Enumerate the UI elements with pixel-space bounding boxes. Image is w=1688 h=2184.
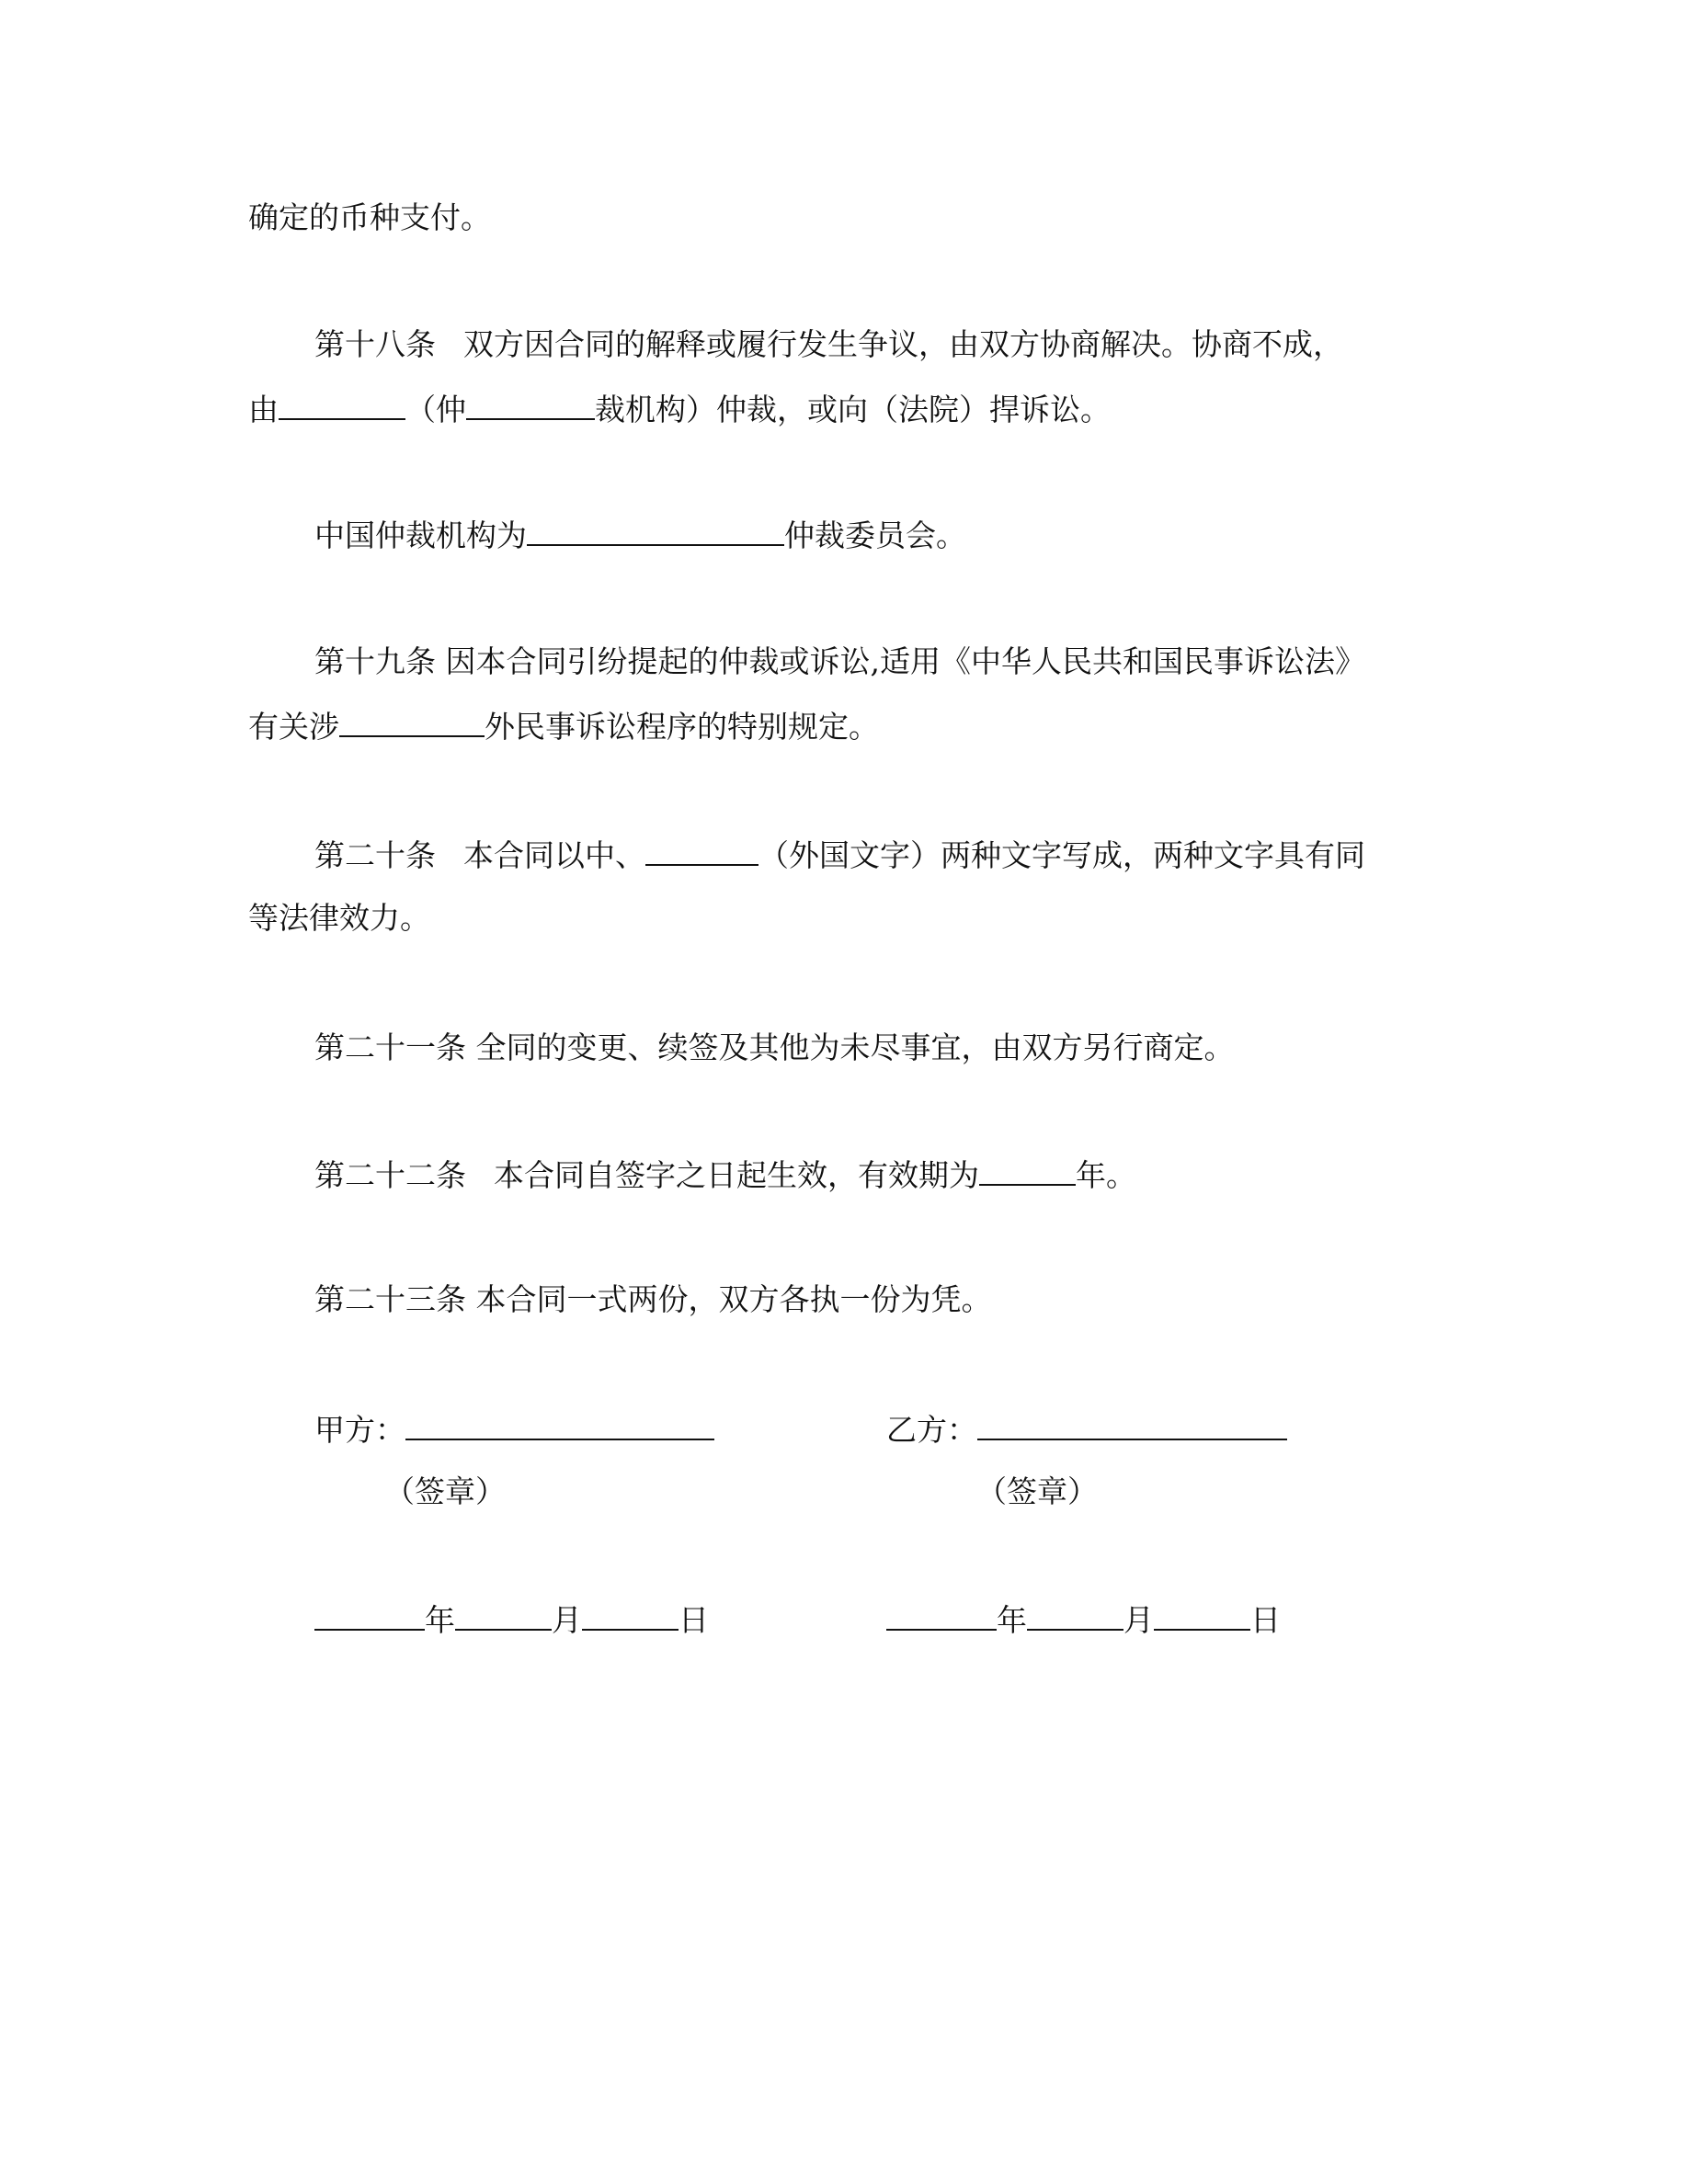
- blank-field: [979, 1156, 1076, 1186]
- article-22: [314, 1156, 1136, 1193]
- day-label: 日: [679, 1602, 709, 1638]
- text: 等法律效力。: [248, 900, 430, 936]
- paragraph-currency-end: [248, 199, 491, 236]
- article-18-line-1: [314, 326, 1343, 363]
- party-b-label: 乙方：: [886, 1412, 977, 1448]
- party-a-date: [314, 1601, 709, 1638]
- party-a-seal: [384, 1473, 506, 1510]
- article-18-text: 双方因合同的解释或履行发生争议，由双方协商解决。协商不成，: [463, 326, 1343, 362]
- blank-field: [645, 836, 758, 866]
- text: 本合同以中、: [463, 837, 645, 873]
- seal-label: （签章）: [976, 1473, 1098, 1509]
- party-a-signature: [314, 1411, 714, 1448]
- day-label: 日: [1250, 1602, 1281, 1638]
- party-a-blank: [405, 1411, 714, 1440]
- article-19-text: 第十九条 因本合同引纷提起的仲裁或诉讼,适用《中华人民共和国民事诉讼法》: [314, 643, 1365, 679]
- seal-label: （签章）: [384, 1473, 506, 1509]
- article-18-title: 第十八条: [314, 326, 436, 362]
- arbitration-body-line: [314, 517, 966, 553]
- day-blank: [582, 1601, 679, 1631]
- article-23: [314, 1281, 992, 1318]
- text: 中国仲裁机构为: [314, 518, 527, 553]
- month-blank: [1027, 1601, 1123, 1631]
- article-20-line-2: [248, 900, 430, 937]
- month-blank: [455, 1601, 552, 1631]
- month-label: 月: [552, 1602, 582, 1638]
- party-b-seal: [976, 1473, 1098, 1510]
- text: 外民事诉讼程序的特别规定。: [485, 709, 879, 745]
- article-19-line-1: [314, 643, 1365, 680]
- article-18-line-2: [248, 391, 1111, 427]
- text: 确定的币种支付。: [248, 199, 491, 235]
- article-22-title: 第二十二条: [314, 1157, 466, 1193]
- party-b-date: [886, 1601, 1281, 1638]
- blank-field: [279, 391, 405, 420]
- article-21: [314, 1029, 1235, 1066]
- article-20-line-1: [314, 836, 1365, 873]
- day-blank: [1154, 1601, 1250, 1631]
- party-b-blank: [977, 1411, 1287, 1440]
- party-a-label: 甲方：: [314, 1412, 405, 1448]
- text: （外国文字）两种文字写成，两种文字具有同: [758, 837, 1365, 873]
- month-label: 月: [1123, 1602, 1154, 1638]
- text: 本合同自签字之日起生效，有效期为: [494, 1157, 979, 1193]
- article-23-text: 第二十三条 本合同一式两份，双方各执一份为凭。: [314, 1281, 992, 1317]
- text: 年。: [1076, 1157, 1136, 1193]
- year-blank: [886, 1601, 997, 1631]
- blank-field: [339, 708, 485, 737]
- text: 有关涉: [248, 709, 339, 745]
- party-b-signature: [886, 1411, 1287, 1448]
- text: 仲裁委员会。: [784, 518, 966, 553]
- article-19-line-2: [248, 708, 879, 745]
- blank-field: [466, 391, 595, 420]
- article-20-title: 第二十条: [314, 837, 436, 873]
- year-label: 年: [425, 1602, 455, 1638]
- blank-field: [527, 517, 784, 546]
- text: （仲: [405, 392, 466, 427]
- article-21-text: 第二十一条 全同的变更、续签及其他为未尽事宜，由双方另行商定。: [314, 1029, 1235, 1065]
- text: 裁机构）仲裁，或向（法院）捍诉讼。: [595, 392, 1111, 427]
- year-blank: [314, 1601, 425, 1631]
- year-label: 年: [997, 1602, 1027, 1638]
- text: 由: [248, 392, 279, 427]
